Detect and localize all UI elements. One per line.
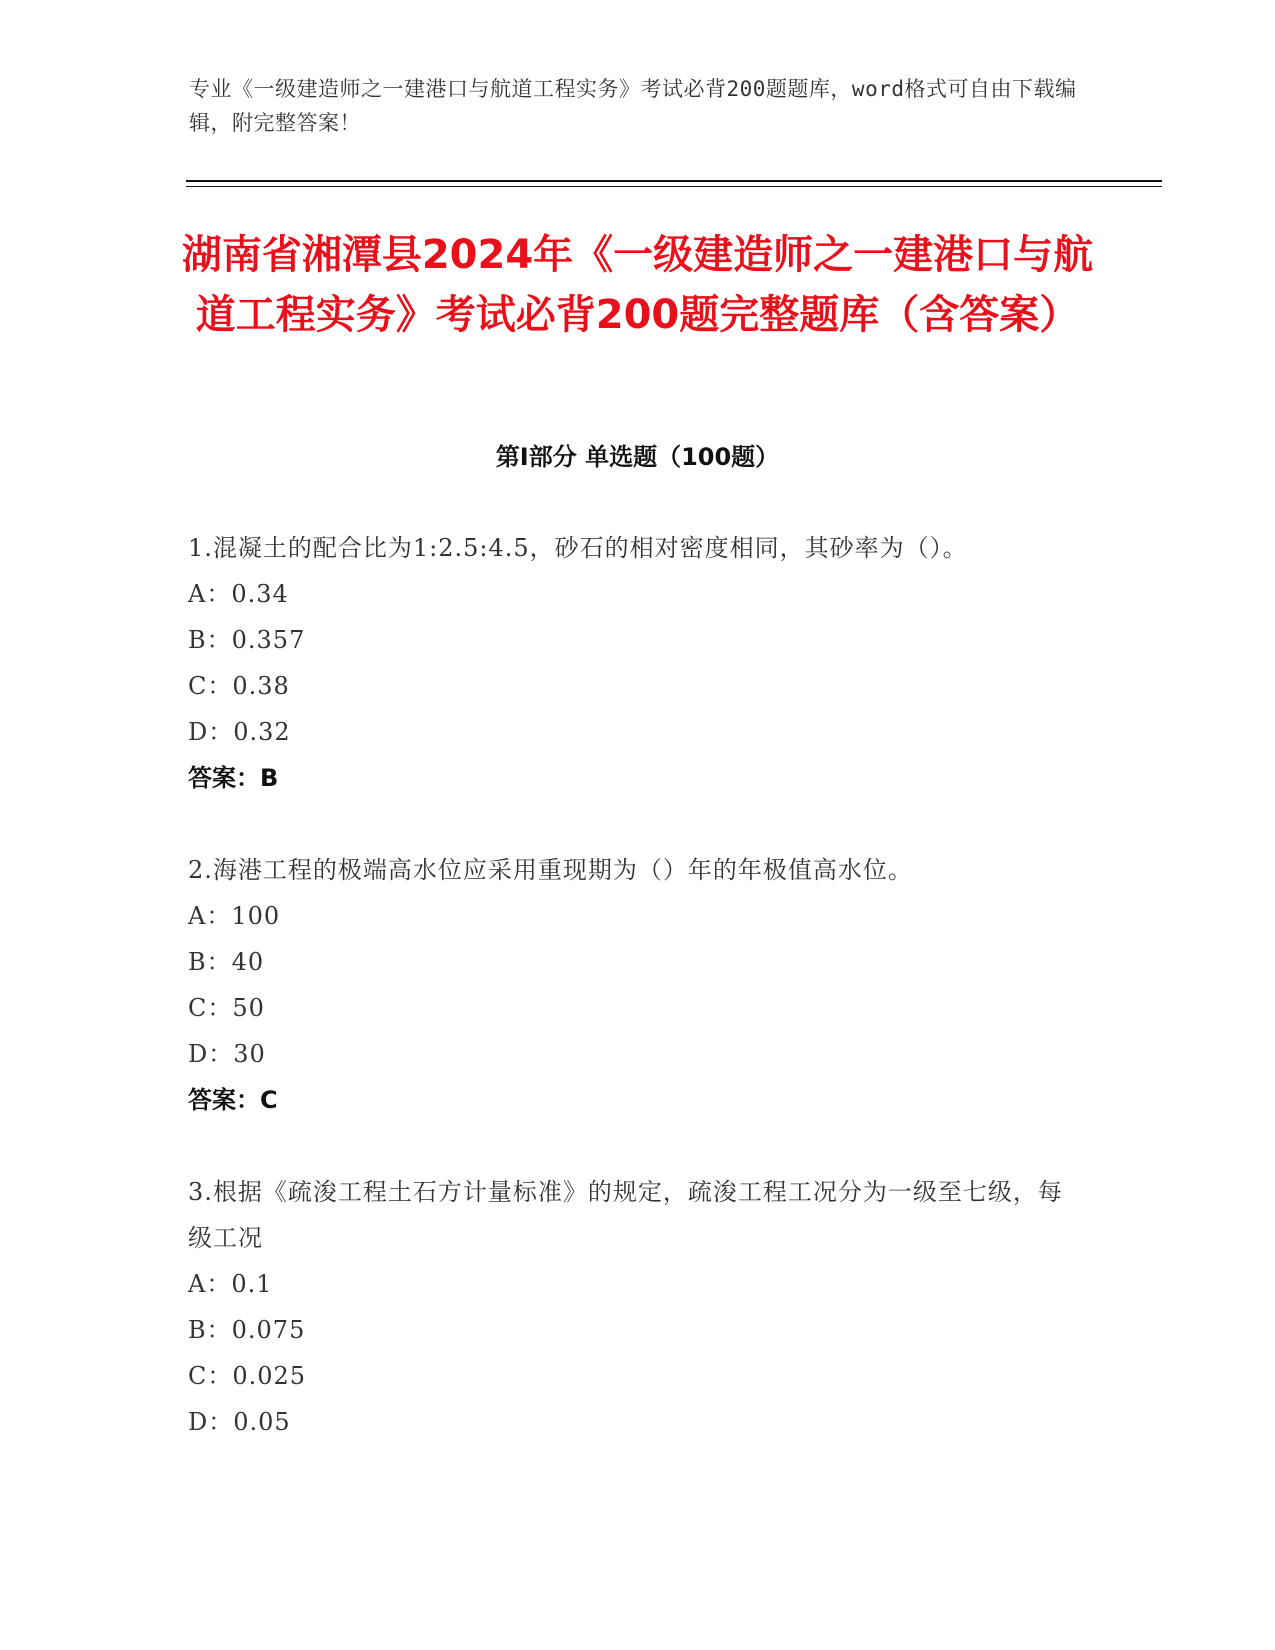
option-a: A：0.34 [188, 580, 289, 608]
option-b: B：0.357 [188, 626, 306, 654]
option-a: A：100 [188, 902, 281, 930]
document-title: 湖南省湘潭县2024年《一级建造师之一建港口与航道工程实务》考试必背200题完整题库（含答案） [181, 232, 1094, 338]
option-b: B：40 [188, 948, 265, 976]
question-2 [188, 847, 1078, 1123]
option-b: B：0.075 [188, 1316, 306, 1344]
header-rule-thick [186, 180, 1162, 182]
question-list [188, 525, 1078, 1491]
question-3 [188, 1169, 1078, 1445]
question-text: 1.混凝土的配合比为1:2.5:4.5，砂石的相对密度相同，其砂率为（）。 [188, 534, 968, 562]
header-rule-thin [186, 186, 1162, 187]
answer: 答案：B [188, 764, 279, 792]
option-a: A：0.1 [188, 1270, 273, 1298]
option-c: C：0.025 [188, 1362, 307, 1390]
option-d: D：30 [188, 1040, 266, 1068]
question-text: 2.海港工程的极端高水位应采用重现期为（）年的年极值高水位。 [188, 856, 913, 884]
header-note: 专业《一级建造师之一建港口与航道工程实务》考试必背200题题库，word格式可自由下载编辑，附完整答案！ [189, 77, 1077, 135]
question-1 [188, 525, 1078, 801]
option-c: C：0.38 [188, 672, 290, 700]
section-title: 第Ⅰ部分 单选题（100题） [495, 443, 780, 471]
option-c: C：50 [188, 994, 265, 1022]
option-d: D：0.32 [188, 718, 291, 746]
option-d: D：0.05 [188, 1408, 291, 1436]
question-text: 3.根据《疏浚工程土石方计量标准》的规定，疏浚工程工况分为一级至七级，每级工况 [188, 1178, 1063, 1252]
answer: 答案：C [188, 1086, 278, 1114]
